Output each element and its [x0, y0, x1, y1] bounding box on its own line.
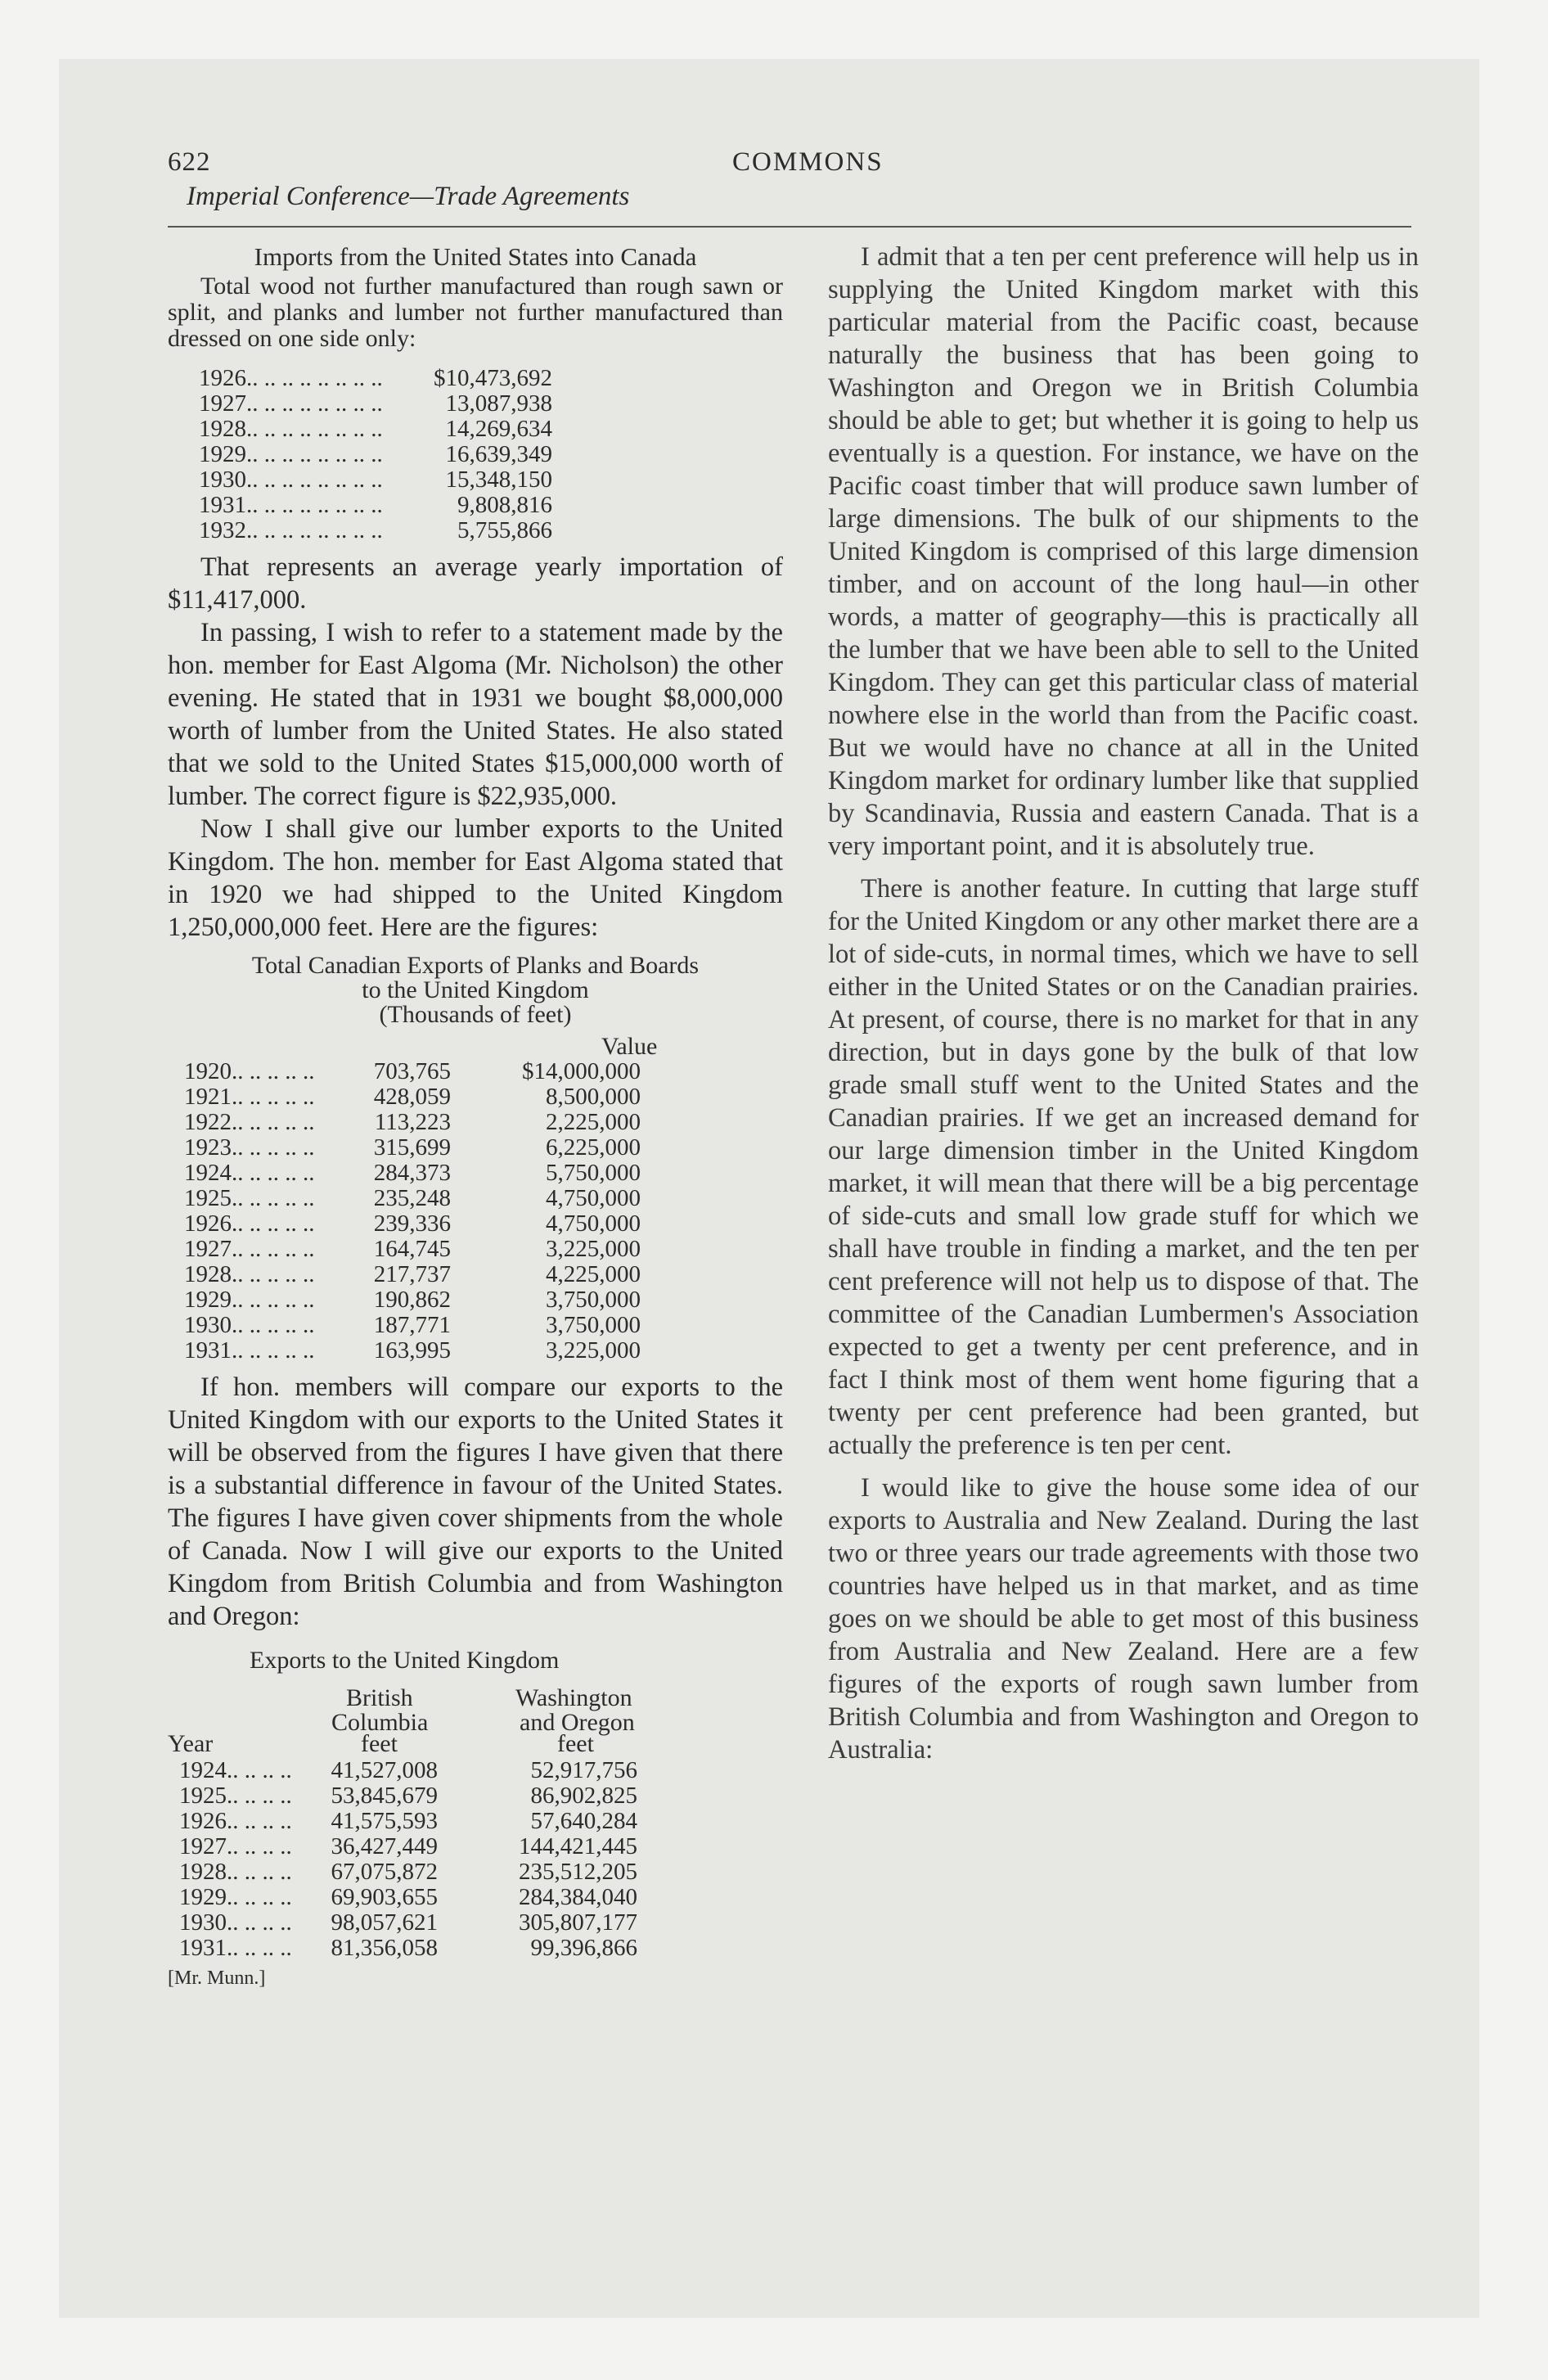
exports-table — [168, 1055, 783, 1364]
left-column — [168, 241, 783, 1995]
year-cell: 1925.. .. .. .. .. — [184, 1185, 315, 1211]
table-row — [168, 1309, 783, 1338]
year-cell: 1926.. .. .. .. — [179, 1808, 292, 1834]
table-row — [168, 438, 783, 467]
year-cell: 1929.. .. .. .. .. .. .. .. — [199, 441, 383, 467]
wa-cell: 305,807,177 — [519, 1909, 637, 1936]
paragraph: In passing, I wish to refer to a statement made by the hon. member for East Algoma (Mr. Nicholson) the other evening. He stated that in 1931 we bought $8,000,000 worth of lumber from the United States. He also stated that we sold to the United States $15,000,000 worth of lumber. The correct figure is $22,935,000. — [168, 618, 783, 811]
year-cell: 1923.. .. .. .. .. — [184, 1134, 315, 1161]
year-cell: 1927.. .. .. .. .. .. .. .. — [199, 390, 383, 417]
table-row — [168, 1805, 783, 1834]
table-row — [168, 1931, 783, 1961]
table-row — [168, 1830, 783, 1859]
value-column-header: Value — [601, 1033, 658, 1060]
value-cell: 2,225,000 — [546, 1109, 641, 1135]
running-head: COMMONS — [732, 147, 884, 177]
value-cell: $10,473,692 — [434, 365, 552, 391]
bc-cell: 81,356,058 — [331, 1935, 438, 1961]
wa-column-header: and Oregon — [520, 1709, 635, 1736]
bc-cell: 41,575,593 — [331, 1808, 438, 1834]
table-row — [168, 1106, 783, 1135]
wa-cell: 52,917,756 — [530, 1757, 637, 1783]
uk-table-units — [168, 1728, 783, 1757]
table-row — [168, 1233, 783, 1262]
table-row — [168, 1182, 783, 1211]
bc-cell: 41,527,008 — [331, 1757, 438, 1783]
bc-cell: 36,427,449 — [331, 1833, 438, 1859]
paragraph: If hon. members will compare our exports to the United Kingdom with our exports to the United States it will be observed from the figures I have given that there is a substantial difference in favour of the United States. The figures I have given cover shipments from the whole of Canada. Now I will give our exports to the United Kingdom from British Columbia and from Washington and Oregon: — [168, 1373, 783, 1631]
year-cell: 1930.. .. .. .. .. .. .. .. — [199, 467, 383, 493]
table-row — [168, 489, 783, 518]
feet-cell: 428,059 — [373, 1084, 451, 1110]
table-row — [168, 1906, 783, 1936]
year-column-header: Year — [168, 1730, 214, 1757]
imports-table — [168, 362, 783, 543]
bc-column-header: Columbia — [331, 1709, 429, 1736]
value-cell: 13,087,938 — [445, 390, 552, 417]
value-cell: 3,225,000 — [546, 1337, 641, 1364]
bc-cell: 98,057,621 — [331, 1909, 438, 1936]
paragraph: That represents an average yearly importation of $11,417,000. — [168, 552, 783, 615]
year-cell: 1929.. .. .. .. — [179, 1884, 292, 1910]
paragraph: I admit that a ten per cent preference will help us in supplying the United Kingdom market with this particular material from the Pacific coast, because naturally the business that has been going to Washington and Oregon we in British Columbia should be able to get; but whether it is going to help us eventually is a question. For instance, we have on the Pacific coast timber that will produce sawn lumber of large dimensions. The bulk of our shipments to the United Kingdom is comprised of this large dimension timber, and on account of the long haul—in other words, a matter of geography—this is practically all the lumber that we have been able to sell to the United Kingdom. They can get this particular class of material nowhere else in the world than from the Pacific coast. But we would have no chance at all in the United Kingdom market for ordinary lumber like that supplied by Scandinavia, Russia and eastern Canada. That is a very important point, and it is absolutely true. — [828, 242, 1419, 861]
table-row — [168, 1283, 783, 1313]
year-cell: 1924.. .. .. .. .. — [184, 1160, 315, 1186]
feet-cell: 164,745 — [373, 1236, 451, 1262]
value-cell: 16,639,349 — [445, 441, 552, 467]
uk-table-header — [168, 1677, 783, 1736]
year-cell: 1928.. .. .. .. — [179, 1859, 292, 1885]
section-subtitle: Imperial Conference—Trade Agreements — [187, 182, 630, 211]
wa-cell: 144,421,445 — [519, 1833, 637, 1859]
feet-cell: 113,223 — [374, 1109, 451, 1135]
value-cell: 5,755,866 — [457, 517, 552, 543]
year-cell: 1922.. .. .. .. .. — [184, 1109, 315, 1135]
page-number: 622 — [168, 147, 211, 177]
uk-table — [168, 1754, 783, 1961]
year-cell: 1921.. .. .. .. .. — [184, 1084, 315, 1110]
table-row — [168, 463, 783, 493]
table-row — [168, 514, 783, 543]
bc-feet-header: feet — [361, 1730, 398, 1757]
feet-cell: 703,765 — [373, 1058, 451, 1084]
header-rule — [168, 226, 1411, 228]
value-cell: $14,000,000 — [522, 1058, 641, 1084]
table-row — [168, 1131, 783, 1161]
year-cell: 1929.. .. .. .. .. — [184, 1287, 315, 1313]
year-cell: 1925.. .. .. .. — [179, 1783, 292, 1809]
imports-table-title: Imports from the United States into Canada — [254, 242, 697, 271]
wa-cell: 235,512,205 — [519, 1859, 637, 1885]
exports-table-subtitle: to the United Kingdom — [362, 976, 589, 1003]
value-cell: 6,225,000 — [546, 1134, 641, 1161]
year-cell: 1930.. .. .. .. .. — [184, 1312, 315, 1338]
feet-cell: 284,373 — [373, 1160, 451, 1186]
value-cell: 9,808,816 — [457, 492, 552, 518]
value-cell: 5,750,000 — [546, 1160, 641, 1186]
bc-cell: 53,845,679 — [331, 1783, 438, 1809]
speaker-tag: [Mr. Munn.] — [168, 1968, 266, 1989]
year-cell: 1928.. .. .. .. .. .. .. .. — [199, 416, 383, 442]
table-row — [168, 1080, 783, 1110]
year-cell: 1932.. .. .. .. .. .. .. .. — [199, 517, 383, 543]
table-row — [168, 1779, 783, 1809]
feet-cell: 187,771 — [373, 1312, 451, 1338]
table-row — [168, 1881, 783, 1910]
feet-cell: 217,737 — [373, 1261, 451, 1287]
uk-table-title: Exports to the United Kingdom — [250, 1647, 560, 1674]
year-cell: 1924.. .. .. .. — [179, 1757, 292, 1783]
feet-cell: 235,248 — [373, 1185, 451, 1211]
value-cell: 4,750,000 — [546, 1185, 641, 1211]
wa-feet-header: feet — [557, 1730, 594, 1757]
value-cell: 4,225,000 — [546, 1261, 641, 1287]
year-cell: 1926.. .. .. .. .. .. .. .. — [199, 365, 383, 391]
year-cell: 1931.. .. .. .. .. .. .. .. — [199, 492, 383, 518]
wa-cell: 99,396,866 — [530, 1935, 637, 1961]
table-row — [168, 1258, 783, 1287]
bc-column-header: British — [346, 1684, 413, 1711]
bc-cell: 67,075,872 — [331, 1859, 438, 1885]
feet-cell: 239,336 — [373, 1210, 451, 1237]
value-cell: 3,750,000 — [546, 1312, 641, 1338]
value-cell: 14,269,634 — [445, 416, 552, 442]
exports-table-units: (Thousands of feet) — [379, 1001, 572, 1028]
wa-cell: 86,902,825 — [530, 1783, 637, 1809]
year-cell: 1931.. .. .. .. — [179, 1935, 292, 1961]
value-cell: 3,750,000 — [546, 1287, 641, 1313]
paragraph: Now I shall give our lumber exports to the United Kingdom. The hon. member for East Algoma stated that in 1920 we had shipped to the United Kingdom 1,250,000,000 feet. Here are the figures: — [168, 814, 783, 942]
feet-cell: 190,862 — [373, 1287, 451, 1313]
table-row — [168, 1156, 783, 1186]
value-cell: 8,500,000 — [546, 1084, 641, 1110]
feet-cell: 163,995 — [373, 1337, 451, 1364]
wa-cell: 284,384,040 — [519, 1884, 637, 1910]
value-cell: 3,225,000 — [546, 1236, 641, 1262]
year-cell: 1928.. .. .. .. .. — [184, 1261, 315, 1287]
page-header — [168, 147, 1411, 183]
wa-column-header: Washington — [515, 1684, 632, 1711]
value-cell: 15,348,150 — [445, 467, 552, 493]
year-cell: 1931.. .. .. .. .. — [184, 1337, 315, 1364]
value-cell: 4,750,000 — [546, 1210, 641, 1237]
table-row — [168, 412, 783, 442]
table-row — [168, 362, 783, 391]
exports-table-header — [168, 1027, 783, 1060]
year-cell: 1926.. .. .. .. .. — [184, 1210, 315, 1237]
wa-cell: 57,640,284 — [530, 1808, 637, 1834]
year-cell: 1930.. .. .. .. — [179, 1909, 292, 1936]
table-row — [168, 1855, 783, 1885]
exports-table-title: Total Canadian Exports of Planks and Boards — [251, 952, 700, 979]
bc-cell: 69,903,655 — [331, 1884, 438, 1910]
year-cell: 1927.. .. .. .. — [179, 1833, 292, 1859]
table-row — [168, 1754, 783, 1783]
imports-table-description: Total wood not further manufactured than rough sawn or split, and planks and lumber not further manufactured than dressed on one side only: — [168, 273, 783, 352]
paragraph: There is another feature. In cutting that large stuff for the United Kingdom or any other market there are a lot of side-cuts, in normal times, which we have to sell either in the United States or on the Canadian prairies. At present, of course, there is no market for that in any direction, but in days gone by the bulk of that low grade small stuff went to the United States and the Canadian prairies. If we get an increased demand for our large dimension timber in the United Kingdom market, it will mean that there will be a big percentage of side-cuts and small low grade stuff for which we shall have trouble in finding a market, and the ten per cent preference will not help us to dispose of that. The committee of the Canadian Lumbermen's Association expected to get a twenty per cent preference, and in fact I think most of them went home figuring that a twenty per cent preference had been granted, but actually the preference is ten per cent. — [828, 874, 1419, 1460]
table-row — [168, 1334, 783, 1364]
year-cell: 1927.. .. .. .. .. — [184, 1236, 315, 1262]
table-row — [168, 1055, 783, 1084]
table-row — [168, 1207, 783, 1237]
right-column — [828, 241, 1419, 1766]
year-cell: 1920.. .. .. .. .. — [184, 1058, 315, 1084]
paragraph: I would like to give the house some idea of our exports to Australia and New Zealand. During the last two or three years our trade agreements with those two countries have helped us in that market, and as time goes on we should be able to get most of this business from Australia and New Zealand. Here are a few figures of the exports of rough sawn lumber from British Columbia and from Washington and Oregon to Australia: — [828, 1473, 1419, 1765]
feet-cell: 315,699 — [373, 1134, 451, 1161]
table-row — [168, 387, 783, 417]
